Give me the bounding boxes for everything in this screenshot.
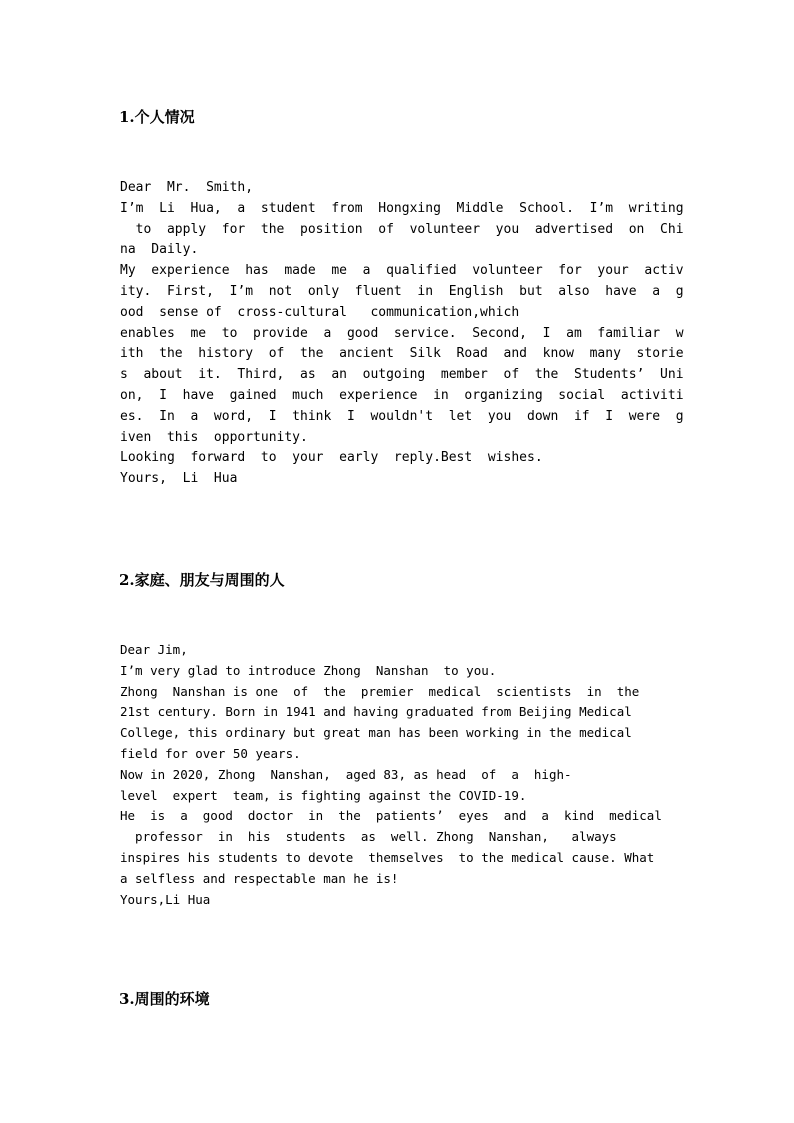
letter-line: to apply for the position of volunteer you advertised on Chi [120, 221, 684, 237]
letter-line: ith the history of the ancient Silk Road and know many storie [120, 346, 684, 362]
letter-line: on, I have gained much experience in organizing social activiti [120, 387, 684, 403]
letter-line: Zhong Nanshan is one of the premier medical scientists in the [120, 683, 640, 699]
letter-1 [120, 178, 684, 490]
letter-line: inspires his students to devote themselves to the medical cause. What [120, 849, 655, 865]
section-heading-1: 1.个人情况 [119, 108, 195, 126]
letter-line: College, this ordinary but great man has been working in the medical [120, 725, 632, 741]
section-heading-3: 3.周围的环境 [119, 990, 210, 1008]
section-heading-2: 2.家庭、朋友与周围的人 [119, 571, 285, 589]
letter-line: es. In a word, I think I wouldn't let you down if I were g [120, 408, 684, 424]
letter-line: a selfless and respectable man he is! [120, 870, 399, 886]
letter-line: ood sense of cross-cultural communication,which [120, 304, 520, 320]
letter-line: He is a good doctor in the patients’ eyes and a kind medical [120, 808, 662, 824]
letter-line: professor in his students as well. Zhong Nanshan, always [120, 829, 617, 845]
letter-line: 21st century. Born in 1941 and having graduated from Beijing Medical [120, 704, 632, 720]
letter-line: My experience has made me a qualified volunteer for your activ [120, 263, 684, 279]
letter-line: ity. First, I’m not only fluent in English but also have a g [120, 283, 684, 299]
letter-line: s about it. Third, as an outgoing member of the Students’ Uni [120, 367, 684, 383]
letter-signature: Yours,Li Hua [120, 891, 211, 907]
letter-line: iven this opportunity. [120, 429, 308, 445]
letter-line: level expert team, is fighting against the COVID-19. [120, 787, 527, 803]
letter-line: Dear Jim, [120, 642, 188, 657]
letter-line: enables me to provide a good service. Second, I am familiar w [120, 325, 684, 341]
letter-line: I’m very glad to introduce Zhong Nanshan to you. [120, 662, 497, 678]
letter-line: Dear Mr. Smith, [120, 180, 254, 195]
letter-signature: Yours, Li Hua [120, 471, 238, 487]
letter-line: Now in 2020, Zhong Nanshan, aged 83, as head of a high- [120, 766, 572, 782]
letter-line: field for over 50 years. [120, 745, 301, 761]
letter-line: na Daily. [120, 242, 199, 258]
letter-line: Looking forward to your early reply.Best wishes. [120, 450, 543, 466]
letter-line: I’m Li Hua, a student from Hongxing Middle School. I’m writing [120, 200, 684, 216]
letter-2 [120, 640, 680, 910]
